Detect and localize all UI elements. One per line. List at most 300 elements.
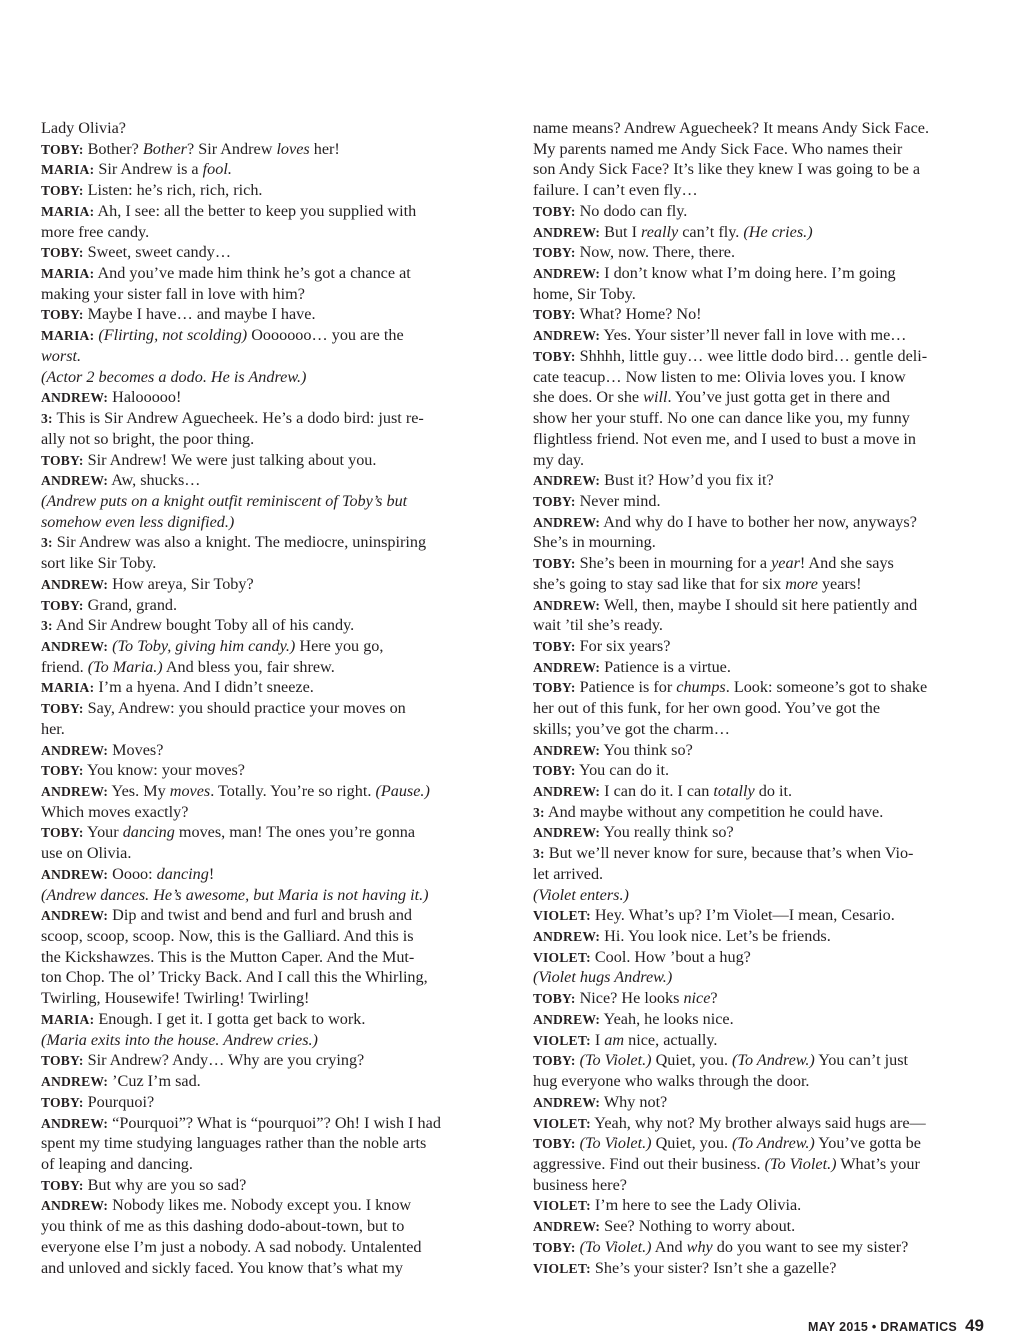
stage-direction: somehow even less dignified.) — [41, 512, 235, 531]
speaker-label: ANDREW: — [41, 1115, 109, 1131]
script-line — [41, 1216, 491, 1237]
speaker-label: MARIA: — [41, 328, 95, 344]
dialogue-text: cate teacup… Now listen to me: Olivia loves you. I know — [533, 367, 906, 386]
speaker-label: 3: — [41, 618, 53, 634]
speaker-label: TOBY: — [41, 1094, 84, 1110]
speaker-label: VIOLET: — [533, 949, 591, 965]
dialogue-text: son Andy Sick Face? It’s like they knew I was going to be a — [533, 160, 921, 179]
dialogue-text: sort like Sir Toby. — [41, 554, 157, 573]
dialogue-text: more free candy. — [41, 222, 150, 241]
speaker-label: VIOLET: — [533, 908, 591, 924]
script-line — [533, 1009, 985, 1030]
dialogue-text: making your sister fall in love with him? — [41, 284, 305, 303]
speaker-label: ANDREW: — [41, 473, 109, 489]
dialogue-text: Your — [83, 823, 123, 842]
script-line — [41, 740, 491, 761]
speaker-label: ANDREW: — [41, 908, 109, 924]
script-line — [533, 367, 985, 388]
script-line — [41, 636, 491, 657]
emphasis-text: fool. — [202, 160, 232, 179]
dialogue-text: And you’ve made him think he’s got a chance at — [94, 264, 411, 283]
script-line — [533, 1258, 985, 1279]
dialogue-text: You’ve gotta be — [814, 1134, 921, 1153]
script-line — [533, 574, 985, 595]
dialogue-text: you think of me as this dashing dodo-about-town, but to — [41, 1217, 405, 1236]
speaker-label: ANDREW: — [533, 929, 601, 945]
script-line — [533, 491, 985, 512]
speaker-label: ANDREW: — [533, 1219, 601, 1235]
stage-direction: (Andrew dances. He’s awesome, but Maria is not having it.) — [41, 885, 429, 904]
speaker-label: VIOLET: — [533, 1115, 591, 1131]
script-line — [533, 118, 985, 139]
left-column — [41, 118, 491, 1278]
dialogue-text: Listen: he’s rich, rich, rich. — [83, 181, 263, 200]
dialogue-text: the Kickshawzes. This is the Mutton Caper. And the Mut- — [41, 947, 415, 966]
speaker-label: ANDREW: — [533, 328, 601, 344]
script-line — [41, 408, 491, 429]
speaker-label: MARIA: — [41, 162, 95, 178]
script-line — [533, 387, 985, 408]
script-line — [41, 947, 491, 968]
emphasis-text: year — [771, 554, 800, 573]
emphasis-text: am — [604, 1030, 625, 1049]
script-line — [533, 1092, 985, 1113]
page-footer — [808, 1316, 984, 1336]
dialogue-text: friend. — [41, 657, 88, 676]
speaker-label: TOBY: — [41, 245, 84, 261]
script-line — [533, 864, 985, 885]
dialogue-text: ? — [710, 989, 718, 1008]
script-line — [533, 1133, 985, 1154]
dialogue-text: let arrived. — [533, 864, 604, 883]
dialogue-text: She’s been in mourning for a — [575, 554, 772, 573]
emphasis-text: nice — [683, 989, 711, 1008]
speaker-label: TOBY: — [41, 141, 84, 157]
script-line — [533, 615, 985, 636]
speaker-label: 3: — [41, 535, 53, 551]
emphasis-text: worst. — [41, 346, 82, 365]
script-line — [533, 1071, 985, 1092]
script-line — [41, 429, 491, 450]
dialogue-text: of leaping and dancing. — [41, 1154, 193, 1173]
dialogue-text: her. — [41, 719, 65, 738]
emphasis-text: (To Andrew.) — [732, 1051, 815, 1070]
script-line — [533, 1030, 985, 1051]
dialogue-text: You can’t just — [814, 1051, 909, 1070]
speaker-label: ANDREW: — [41, 638, 109, 654]
script-line — [41, 574, 491, 595]
speaker-label: TOBY: — [41, 452, 84, 468]
script-line — [41, 201, 491, 222]
script-line — [533, 1154, 985, 1175]
script-line — [41, 1071, 491, 1092]
dialogue-text: And Sir Andrew bought Toby all of his candy. — [52, 616, 355, 635]
dialogue-text: Sir Andrew was also a knight. The mediocre, uninspiring — [52, 533, 427, 552]
script-line — [41, 822, 491, 843]
dialogue-text: Grand, grand. — [83, 595, 178, 614]
script-line — [533, 1175, 985, 1196]
dialogue-text: moves, man! The ones you’re gonna — [174, 823, 416, 842]
script-line — [41, 1009, 491, 1030]
speaker-label: TOBY: — [533, 203, 576, 219]
dialogue-text: her out of this funk, for her own good. You’ve got the — [533, 699, 881, 718]
speaker-label: ANDREW: — [41, 390, 109, 406]
speaker-label: TOBY: — [533, 638, 576, 654]
speaker-label: TOBY: — [41, 1053, 84, 1069]
speaker-label: MARIA: — [41, 680, 95, 696]
dialogue-text: She’s in mourning. — [533, 533, 656, 552]
dialogue-text: home, Sir Toby. — [533, 284, 636, 303]
dialogue-text: ally not so bright, the poor thing. — [41, 429, 255, 448]
dialogue-text: Bother? — [83, 139, 143, 158]
speaker-label: MARIA: — [41, 1011, 95, 1027]
speaker-label: 3: — [533, 804, 545, 820]
script-line — [533, 636, 985, 657]
dialogue-text: . Totally. You’re so right. — [210, 782, 376, 800]
dialogue-text: Patience is a virtue. — [600, 657, 731, 676]
dialogue-text: Say, Andrew: you should practice your moves on — [83, 699, 406, 718]
dialogue-text: You think so? — [600, 740, 693, 759]
script-line — [41, 222, 491, 243]
script-line — [533, 346, 985, 367]
dialogue-text: spent my time studying languages rather than the noble arts — [41, 1134, 427, 1153]
script-line — [41, 159, 491, 180]
emphasis-text: more — [785, 574, 818, 593]
speaker-label: ANDREW: — [41, 784, 109, 799]
script-line — [533, 429, 985, 450]
script-line — [41, 698, 491, 719]
dialogue-text: I can do it. I can — [600, 782, 714, 800]
script-line — [41, 1092, 491, 1113]
dialogue-text: nice, actually. — [624, 1030, 718, 1049]
script-line — [41, 843, 491, 864]
script-line — [533, 284, 985, 305]
speaker-label: TOBY: — [41, 597, 84, 613]
dialogue-text: Bust it? How’d you fix it? — [600, 471, 774, 490]
emphasis-text: moves — [169, 782, 211, 800]
dialogue-text: name means? Andrew Aguecheek? It means Andy Sick Face. — [533, 119, 930, 137]
dialogue-text: I’m here to see the Lady Olivia. — [590, 1196, 802, 1215]
dialogue-text: No dodo can fly. — [575, 201, 688, 220]
script-line — [533, 677, 985, 698]
script-line — [41, 1030, 491, 1051]
dialogue-text: Dip and twist and bend and furl and brush and — [108, 906, 413, 925]
speaker-label: ANDREW: — [533, 742, 601, 758]
emphasis-text: loves — [276, 139, 310, 158]
dialogue-text: Well, then, maybe I should sit here patiently and — [600, 595, 918, 614]
page-number: 49 — [965, 1316, 984, 1335]
script-line — [41, 864, 491, 885]
dialogue-text: And why do I have to bother her now, anyways? — [600, 512, 917, 531]
dialogue-text: can’t fly. — [678, 222, 744, 241]
dialogue-text: Yes. Your sister’ll never fall in love with me… — [600, 326, 907, 345]
dialogue-text: my day. — [533, 450, 585, 469]
script-line — [533, 180, 985, 201]
speaker-label: ANDREW: — [533, 514, 601, 530]
script-line — [533, 719, 985, 740]
dialogue-text: But I — [600, 222, 642, 241]
dialogue-text: Sweet, sweet candy… — [83, 243, 232, 262]
speaker-label: ANDREW: — [533, 473, 601, 489]
dialogue-text: Enough. I get it. I gotta get back to work. — [94, 1009, 366, 1028]
emphasis-text: (To Violet.) — [579, 1237, 652, 1256]
footer-issue-label: MAY 2015 • DRAMATICS — [808, 1320, 958, 1334]
emphasis-text: (Pause.) — [375, 782, 430, 800]
speaker-label: TOBY: — [533, 680, 576, 696]
dialogue-text: do it. — [754, 782, 793, 800]
script-line — [533, 885, 985, 906]
dialogue-text: And maybe without any competition he could have. — [544, 802, 884, 821]
speaker-label: TOBY: — [41, 183, 84, 199]
script-line — [533, 760, 985, 781]
script-line — [533, 1050, 985, 1071]
dialogue-text: ! And she says — [799, 554, 894, 573]
speaker-label: TOBY: — [533, 1136, 576, 1152]
dialogue-text: ’Cuz I’m sad. — [108, 1072, 201, 1091]
dialogue-text: Here you go, — [295, 636, 384, 655]
script-line — [533, 698, 985, 719]
speaker-label: TOBY: — [41, 825, 84, 841]
speaker-label: TOBY: — [533, 307, 576, 323]
dialogue-text: Hey. What’s up? I’m Violet—I mean, Cesario. — [590, 906, 895, 925]
script-line — [533, 222, 985, 243]
speaker-label: TOBY: — [533, 493, 576, 509]
speaker-label: ANDREW: — [41, 576, 109, 592]
emphasis-text: will — [643, 388, 668, 407]
dialogue-text: “Pourquoi”? What is “pourquoi”? Oh! I wish I had — [108, 1113, 441, 1132]
script-line — [533, 822, 985, 843]
dialogue-text: Aw, shucks… — [108, 471, 201, 490]
script-line — [41, 1237, 491, 1258]
emphasis-text: why — [686, 1237, 713, 1256]
speaker-label: VIOLET: — [533, 1198, 591, 1214]
dialogue-text: You really think so? — [600, 823, 734, 842]
speaker-label: ANDREW: — [41, 742, 109, 758]
speaker-label: MARIA: — [41, 266, 95, 282]
dialogue-text: Quiet, you. — [651, 1051, 733, 1070]
script-line — [41, 905, 491, 926]
script-line — [533, 988, 985, 1009]
dialogue-text: do you want to see my sister? — [712, 1237, 909, 1256]
script-line — [41, 1050, 491, 1071]
dialogue-text: Cool. How ’bout a hug? — [590, 947, 751, 966]
script-line — [41, 242, 491, 263]
script-line — [533, 159, 985, 180]
dialogue-text: I — [590, 1030, 605, 1049]
dialogue-text: ton Chop. The ol’ Tricky Back. And I call this the Whirling, — [41, 968, 428, 987]
script-line — [533, 843, 985, 864]
dialogue-text: What? Home? No! — [575, 305, 702, 324]
dialogue-text: ? Sir Andrew — [186, 139, 277, 158]
emphasis-text: (To Violet.) — [579, 1134, 652, 1153]
script-line — [41, 1133, 491, 1154]
dialogue-text: . You’ve just gotta get in there and — [667, 388, 890, 407]
script-line — [41, 988, 491, 1009]
emphasis-text: (To Andrew.) — [732, 1134, 815, 1153]
dialogue-text: ! — [208, 864, 215, 883]
emphasis-text: (Flirting, not scolding) — [98, 326, 248, 345]
script-line — [41, 595, 491, 616]
dialogue-text: scoop, scoop, scoop. Now, this is the Galliard. And this is — [41, 927, 414, 946]
speaker-label: TOBY: — [533, 991, 576, 1007]
dialogue-text: Ooooooo… you are the — [247, 326, 404, 345]
script-line — [533, 740, 985, 761]
script-line — [533, 304, 985, 325]
right-column — [533, 118, 985, 1278]
script-line — [41, 180, 491, 201]
dialogue-text: She’s your sister? Isn’t she a gazelle? — [590, 1258, 837, 1277]
script-line — [533, 1113, 985, 1134]
script-line — [533, 802, 985, 823]
dialogue-text: What’s your — [836, 1154, 920, 1173]
dialogue-text: failure. I can’t even fly… — [533, 181, 698, 200]
dialogue-text: Oooo: — [108, 864, 157, 883]
dialogue-text: Yes. My — [108, 782, 170, 800]
script-line — [41, 802, 491, 823]
dialogue-text: Now, now. There, there. — [575, 243, 735, 262]
dialogue-text: Hi. You look nice. Let’s be friends. — [600, 927, 831, 946]
script-line — [41, 967, 491, 988]
dialogue-text: Maybe I have… and maybe I have. — [83, 305, 316, 324]
script-line — [533, 201, 985, 222]
dialogue-text: Ah, I see: all the better to keep you supplied with — [94, 201, 417, 220]
dialogue-text: Why not? — [600, 1092, 668, 1111]
speaker-label: TOBY: — [533, 556, 576, 572]
dialogue-text: Nice? He looks — [575, 989, 684, 1008]
dialogue-text: Patience is for — [575, 678, 677, 697]
dialogue-text: she’s going to stay sad like that for six — [533, 574, 786, 593]
script-line — [533, 595, 985, 616]
dialogue-text: everyone else I’m just a nobody. A sad nobody. Untalented — [41, 1237, 422, 1256]
script-line — [41, 325, 491, 346]
emphasis-text: really — [641, 222, 679, 241]
dialogue-text: Shhhh, little guy… wee little dodo bird… gentle deli- — [575, 346, 928, 365]
emphasis-text: Bother — [142, 139, 187, 158]
script-line — [41, 450, 491, 471]
speaker-label: ANDREW: — [533, 1011, 601, 1027]
dialogue-text: Moves? — [108, 740, 164, 759]
dialogue-text: Never mind. — [575, 491, 661, 510]
dialogue-text: Pourquoi? — [83, 1092, 155, 1111]
script-line — [533, 263, 985, 284]
dialogue-text: My parents named me Andy Sick Face. Who names their — [533, 139, 903, 158]
script-line — [533, 967, 985, 988]
dialogue-text: Yeah, why not? My brother always said hugs are— — [590, 1113, 926, 1132]
speaker-label: TOBY: — [533, 245, 576, 261]
dialogue-text: But why are you so sad? — [83, 1175, 247, 1194]
dialogue-text: But we’ll never know for sure, because that’s when Vio- — [544, 844, 914, 863]
script-line — [533, 926, 985, 947]
dialogue-text: Sir Andrew is a — [94, 160, 203, 179]
dialogue-text: use on Olivia. — [41, 844, 132, 863]
dialogue-text: her! — [309, 139, 340, 158]
script-line — [41, 677, 491, 698]
speaker-label: ANDREW: — [533, 784, 601, 799]
speaker-label: VIOLET: — [533, 1260, 591, 1276]
emphasis-text: dancing — [122, 823, 175, 842]
dialogue-text: show her your stuff. No one can dance like you, my funny — [533, 409, 910, 428]
dialogue-text: Twirling, Housewife! Twirling! Twirling! — [41, 989, 310, 1008]
speaker-label: ANDREW: — [41, 866, 109, 882]
stage-direction: (Andrew puts on a knight outfit reminiscent of Toby’s but — [41, 491, 408, 510]
script-line — [41, 284, 491, 305]
script-line — [533, 532, 985, 553]
dialogue-text: For six years? — [575, 636, 671, 655]
emphasis-text: (He cries.) — [743, 222, 813, 241]
dialogue-text: business here? — [533, 1175, 627, 1194]
script-line — [41, 387, 491, 408]
dialogue-text: How areya, Sir Toby? — [108, 574, 254, 593]
dialogue-text: You know: your moves? — [83, 761, 245, 780]
script-line — [41, 719, 491, 740]
speaker-label: TOBY: — [533, 763, 576, 779]
script-line — [533, 553, 985, 574]
dialogue-text: You can do it. — [575, 761, 670, 780]
speaker-label: VIOLET: — [533, 1032, 591, 1048]
dialogue-text: See? Nothing to worry about. — [600, 1217, 796, 1236]
dialogue-text: And bless you, fair shrew. — [162, 657, 335, 676]
speaker-label: ANDREW: — [533, 659, 601, 675]
script-line — [533, 325, 985, 346]
script-line — [533, 450, 985, 471]
dialogue-text: wait ’til she’s ready. — [533, 616, 663, 635]
speaker-label: ANDREW: — [533, 266, 601, 282]
script-line — [41, 367, 491, 388]
script-line — [41, 304, 491, 325]
speaker-label: TOBY: — [41, 701, 84, 717]
dialogue-text: Sir Andrew? Andy… Why are you crying? — [83, 1051, 365, 1070]
emphasis-text: chumps — [676, 678, 726, 697]
dialogue-text: and unloved and sickly faced. You know that’s what my — [41, 1258, 403, 1277]
dialogue-text: Halooooo! — [108, 388, 182, 407]
dialogue-text: I’m a hyena. And I didn’t sneeze. — [94, 678, 314, 697]
speaker-label: ANDREW: — [533, 825, 601, 841]
script-line — [41, 532, 491, 553]
emphasis-text: totally — [713, 782, 755, 800]
script-line — [533, 1195, 985, 1216]
speaker-label: 3: — [533, 846, 545, 862]
script-line — [41, 139, 491, 160]
script-line — [533, 1237, 985, 1258]
script-line — [533, 905, 985, 926]
speaker-label: ANDREW: — [533, 224, 601, 240]
emphasis-text: (To Toby, giving him candy.) — [112, 636, 296, 655]
speaker-label: MARIA: — [41, 203, 95, 219]
emphasis-text: dancing — [156, 864, 209, 883]
speaker-label: ANDREW: — [41, 1074, 109, 1090]
dialogue-text: Which moves exactly? — [41, 802, 189, 821]
dialogue-text: This is Sir Andrew Aguecheek. He’s a dodo bird: just re- — [52, 409, 424, 428]
script-line — [41, 615, 491, 636]
script-line — [533, 139, 985, 160]
script-line — [533, 242, 985, 263]
script-line — [41, 760, 491, 781]
script-line — [41, 1258, 491, 1279]
script-line — [41, 553, 491, 574]
stage-direction: (Violet hugs Andrew.) — [533, 968, 673, 987]
dialogue-text: . Look: someone’s got to shake — [725, 678, 928, 697]
script-line — [41, 118, 491, 139]
stage-direction: (Violet enters.) — [533, 885, 629, 904]
emphasis-text: (To Violet.) — [579, 1051, 652, 1070]
script-line — [533, 1216, 985, 1237]
speaker-label: TOBY: — [41, 1177, 84, 1193]
script-line — [533, 781, 985, 802]
speaker-label: ANDREW: — [41, 1198, 109, 1214]
script-line — [41, 470, 491, 491]
script-line — [41, 926, 491, 947]
dialogue-text: Nobody likes me. Nobody except you. I know — [108, 1196, 412, 1215]
